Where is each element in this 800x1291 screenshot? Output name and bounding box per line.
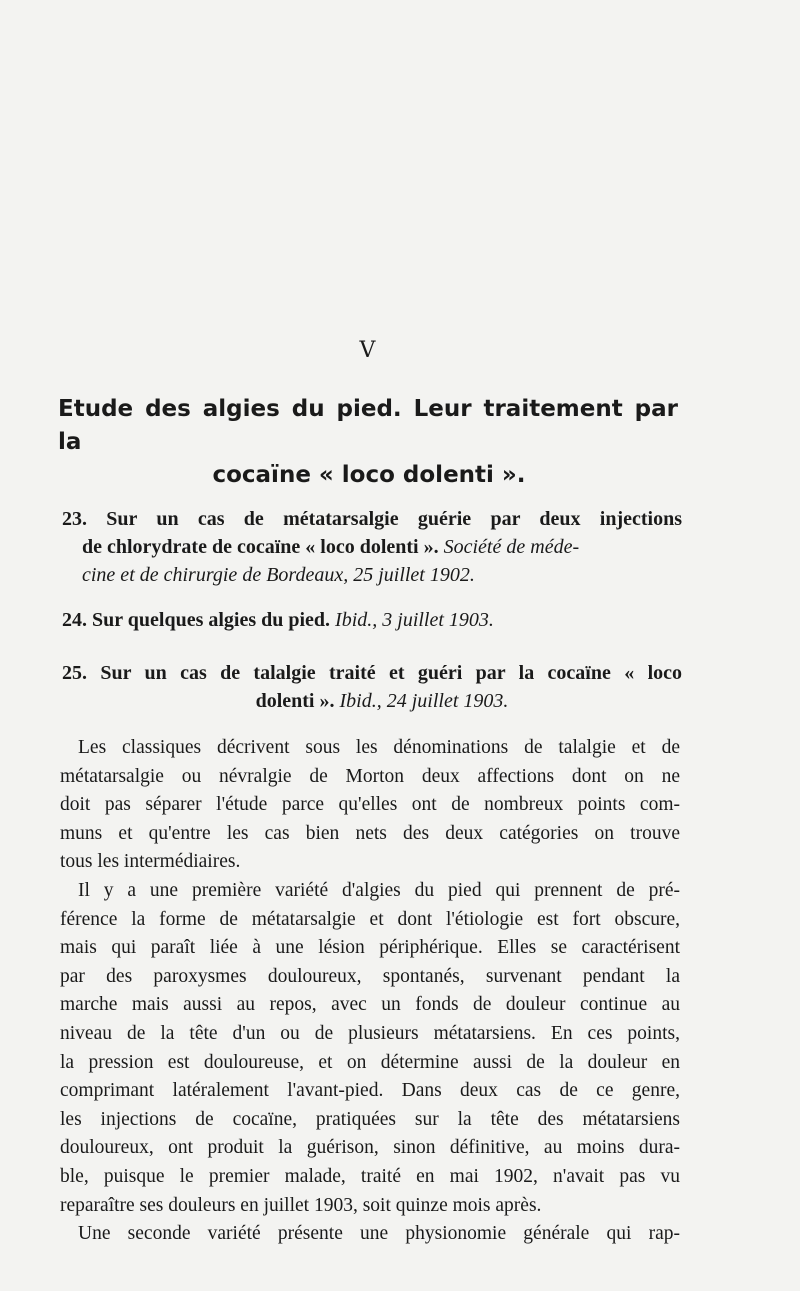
body-line: Il y a une première variété d'algies du pied qui prennent de pré- [78,879,680,901]
entry-25-title-line-2: dolenti ». [255,690,335,712]
body-line: douloureux, ont produit la guérison, sinon définitive, au moins dura- [60,1137,680,1159]
bibliography-entry-24 [62,606,682,634]
chapter-title [58,393,678,492]
chapter-title-line-2: cocaïne « loco dolenti ». [212,462,526,488]
body-line: mais qui paraît liée à une lésion périphérique. Elles se caractérisent [60,937,680,959]
body-line: métatarsalgie ou névralgie de Morton deux affections dont on ne [60,765,680,787]
entry-25-line-1 [62,659,682,687]
body-line: par des paroxysmes douloureux, spontanés, survenant pendant la [60,965,680,987]
body-line: comprimant latéralement l'avant-pied. Dans deux cas de ce genre, [60,1080,680,1102]
entry-24-source: Ibid., 3 juillet 1903. [335,609,494,631]
body-line: la pression est douloureuse, et on détermine aussi de la douleur en [60,1051,680,1073]
body-line: férence la forme de métatarsalgie et dont l'étiologie est fort obscure, [60,908,680,930]
bibliography-entry-23 [62,505,682,589]
entry-24-line-1 [62,606,682,634]
entry-25-source: Ibid., 24 juillet 1903. [339,690,509,712]
body-line: reparaître ses douleurs en juillet 1903, soit quinze mois après. [60,1194,542,1216]
body-line: Les classiques décrivent sous les dénominations de talalgie et de [78,737,680,758]
entry-23-source-line-2: Société de méde- [443,536,580,558]
entry-23-title-line-2: de chlorydrate de cocaïne « loco dolenti ». [82,536,439,558]
entry-25-line-2 [62,687,682,715]
chapter-numeral: V [359,338,377,363]
body-line: marche mais aussi au repos, avec un fonds de douleur continue au [60,994,680,1016]
body-line: doit pas séparer l'étude parce qu'elles ont de nombreux points com- [60,794,680,816]
body-line: Une seconde variété présente une physionomie générale qui rap- [78,1223,680,1245]
body-line: les injections de cocaïne, pratiquées sur la tête des métatarsiens [60,1108,680,1130]
entry-25-number: 25. [62,662,87,684]
body-text [60,734,680,1249]
entry-25-title-line-1: Sur un cas de talalgie traité et guéri par la cocaïne « loco [100,662,683,684]
entry-23-source-line-3: cine et de chirurgie de Bordeaux, 25 juillet 1902. [82,564,475,586]
body-line: tous les intermédiaires. [60,851,241,873]
entry-23-number: 23. [62,508,87,530]
body-line: ble, puisque le premier malade, traité en mai 1902, n'avait pas vu [60,1165,680,1187]
bibliography-entry-25 [62,659,682,715]
entry-24-title: Sur quelques algies du pied. [92,609,331,631]
entry-23-title-line-1: Sur un cas de métatarsalgie guérie par deux injections [106,508,682,530]
body-line: muns et qu'entre les cas bien nets des deux catégories on trouve [60,822,680,844]
entry-23-line-2 [62,533,682,561]
entry-24-number: 24. [62,609,87,631]
entry-23-line-1 [62,505,682,533]
chapter-title-line-1: Etude des algies du pied. Leur traitement par la [58,396,678,455]
body-line: niveau de la tête d'un ou de plusieurs métatarsiens. En ces points, [60,1022,680,1044]
entry-23-line-3 [62,561,682,589]
